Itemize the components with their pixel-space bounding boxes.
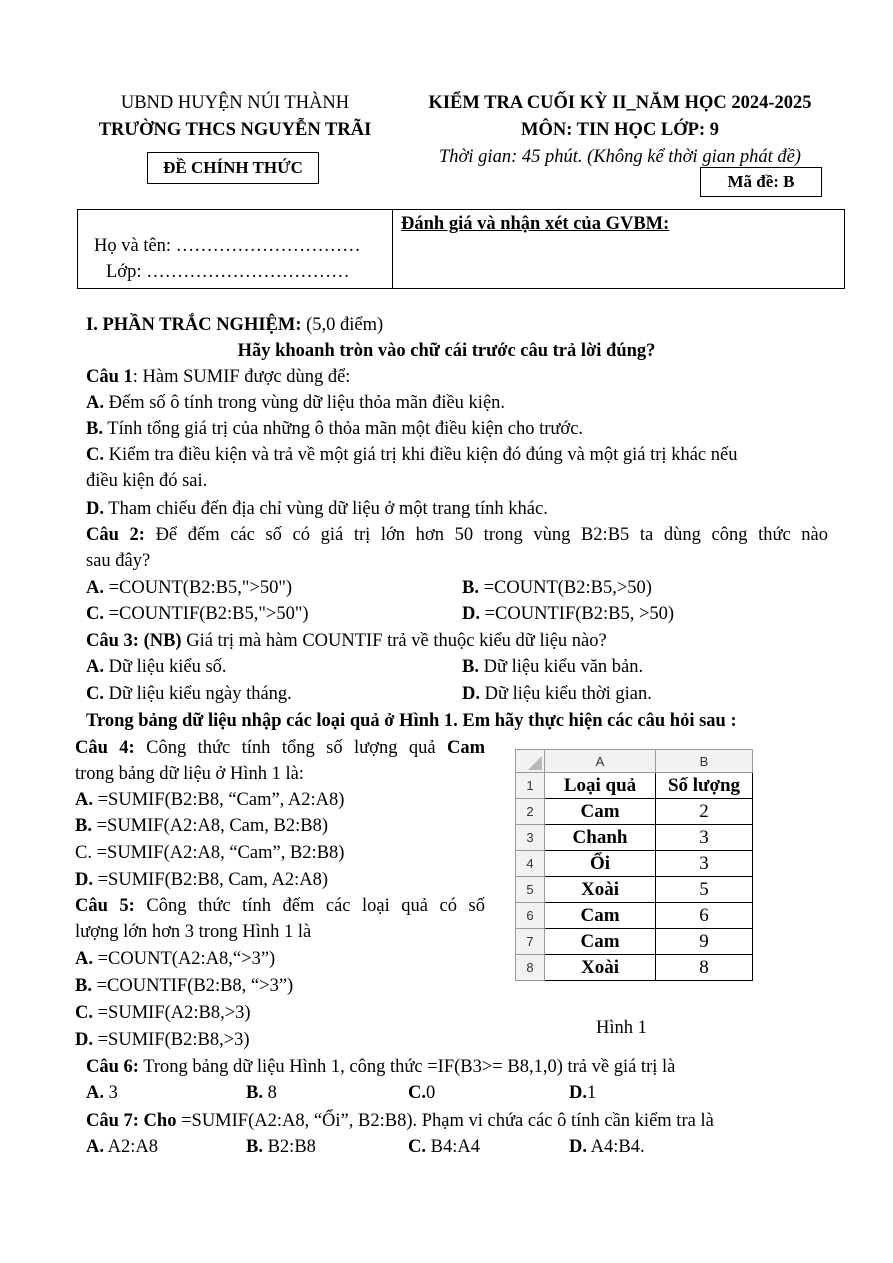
q1-label: Câu 1 [86,367,133,387]
teacher-eval-cell [393,210,844,288]
cell-a7: Cam [545,929,656,955]
q7-option-d[interactable]: D. A4:B4. [569,1137,645,1157]
row-number: 4 [516,851,545,877]
cell-a2: Cam [545,799,656,825]
q1-option-c-cont: điều kiện đó sai. [86,471,208,491]
cell-a3: Chanh [545,825,656,851]
q4-option-b[interactable]: B. =SUMIF(A2:A8, Cam, B2:B8) [75,816,329,836]
q2-c-text: =COUNTIF(B2:B5,">50") [108,604,309,624]
q3-tag: (NB) [143,631,182,651]
select-all-corner [516,750,545,773]
table-row [516,799,753,825]
school-name: TRƯỜNG THCS NGUYỄN TRÃI [98,120,372,140]
column-header-a: A [545,750,656,773]
corner-triangle-icon [528,756,542,770]
q4-text-bold: Cam [446,738,485,758]
table-row [516,773,753,799]
cell-b3: 3 [656,825,753,851]
row-number: 6 [516,903,545,929]
q4-c-text: =SUMIF(A2:A8, “Cam”, B2:B8) [96,843,345,863]
q1-d-text: Tham chiếu đến địa chỉ vùng dữ liệu ở một trang tính khác. [108,499,548,519]
column-header-row [516,750,753,773]
q7-label: Câu 7: Cho [86,1111,177,1131]
q3-d-text: Dữ liệu kiểu thời gian. [484,684,652,704]
q6-a-text: 3 [108,1083,118,1103]
table-row [516,929,753,955]
row-number: 5 [516,877,545,903]
q4-text-cont: trong bảng dữ liệu ở Hình 1 là: [75,764,304,784]
section-heading: I. PHẦN TRẮC NGHIỆM: [86,315,302,335]
q1-option-d[interactable]: D. Tham chiếu đến địa chỉ vùng dữ liệu ở một trang tính khác. [86,499,548,519]
q2-b-text: =COUNT(B2:B5,>50) [483,578,652,598]
row-number: 7 [516,929,545,955]
q2-option-d[interactable]: D. =COUNTIF(B2:B5, >50) [462,604,675,624]
cell-b1: Số lượng [656,773,753,799]
exam-title: KIỂM TRA CUỐI KỲ II_NĂM HỌC 2024-2025 [428,93,812,113]
q5-b-text: =COUNTIF(B2:B8, “>3”) [96,976,294,996]
q3-b-text: Dữ liệu kiểu văn bản. [483,657,644,677]
q4-b-text: =SUMIF(A2:A8, Cam, B2:B8) [96,816,329,836]
table-row [516,877,753,903]
q6-text: Trong bảng dữ liệu Hình 1, công thức =IF(B3>= B8,1,0) trả về giá trị là [143,1057,676,1077]
figure-caption: Hình 1 [596,1018,647,1038]
q6-b-text: 8 [267,1083,277,1103]
teacher-eval-label: Đánh giá và nhận xét của GVBM: [401,214,670,234]
q6-d-text: 1 [587,1083,597,1103]
q5-text-cont: lượng lớn hơn 3 trong Hình 1 là [75,922,312,942]
q3-text: Giá trị mà hàm COUNTIF trả về thuộc kiểu dữ liệu nào? [186,631,607,651]
cell-b7: 9 [656,929,753,955]
q1-b-text: Tính tổng giá trị của những ô thỏa mãn một điều kiện cho trước. [107,419,584,439]
question-1 [86,364,350,390]
q7-option-a[interactable]: A. A2:A8 [86,1137,158,1157]
question-6 [86,1054,675,1080]
q5-option-b[interactable]: B. =COUNTIF(B2:B8, “>3”) [75,976,294,996]
official-exam-box: ĐỀ CHÍNH THỨC [147,152,319,184]
q5-option-a[interactable]: A. =COUNT(A2:A8,“>3”) [75,949,276,969]
cell-a4: Ổi [545,851,656,877]
q6-label: Câu 6: [86,1057,139,1077]
q1-a-text: Đếm số ô tính trong vùng dữ liệu thỏa mãn điều kiện. [108,393,506,413]
q5-option-d[interactable]: D. =SUMIF(B2:B8,>3) [75,1030,250,1050]
row-number: 3 [516,825,545,851]
q7-text: =SUMIF(A2:A8, “Ổi”, B2:B8). Phạm vi chứa các ô tính cần kiểm tra là [181,1111,714,1131]
question-3 [86,628,607,654]
cell-a6: Cam [545,903,656,929]
question-4 [75,735,485,761]
student-name-field[interactable]: Họ và tên: ………………………… [94,236,361,256]
q3-option-a[interactable]: A. Dữ liệu kiểu số. [86,657,227,677]
q2-option-a[interactable]: A. =COUNT(B2:B5,">50") [86,578,293,598]
q7-d-text: A4:B4. [590,1137,645,1157]
q4-option-d[interactable]: D. =SUMIF(B2:B8, Cam, A2:A8) [75,870,329,890]
q5-d-text: =SUMIF(B2:B8,>3) [97,1030,250,1050]
q1-option-c[interactable]: C. Kiểm tra điều kiện và trả về một giá trị khi điều kiện đó đúng và một giá trị khác nếu [86,445,738,465]
q4-option-a[interactable]: A. =SUMIF(B2:B8, “Cam”, A2:A8) [75,790,345,810]
q4-d-text: =SUMIF(B2:B8, Cam, A2:A8) [97,870,329,890]
instruction: Hãy khoanh tròn vào chữ cái trước câu trả lời đúng? [237,341,656,361]
question-2 [86,522,828,548]
cell-a1: Loại quả [545,773,656,799]
q7-a-text: A2:A8 [107,1137,158,1157]
q2-option-b[interactable]: B. =COUNT(B2:B5,>50) [462,578,652,598]
q5-a-text: =COUNT(A2:A8,“>3”) [97,949,276,969]
q1-option-b[interactable]: B. Tính tổng giá trị của những ô thỏa mãn một điều kiện cho trước. [86,419,584,439]
cell-b4: 3 [656,851,753,877]
table-row [516,851,753,877]
school-header [80,90,390,144]
question-5 [75,893,485,919]
q2-d-text: =COUNTIF(B2:B5, >50) [484,604,675,624]
q3-a-text: Dữ liệu kiểu số. [108,657,227,677]
district-name: UBND HUYỆN NÚI THÀNH [120,93,350,113]
subject-line: MÔN: TIN HỌC LỚP: 9 [520,120,720,140]
q6-option-b[interactable]: B. 8 [246,1083,277,1103]
student-info-cell [78,210,393,288]
cell-b8: 8 [656,955,753,981]
q1-text: : Hàm SUMIF được dùng để: [132,367,351,387]
q7-option-c[interactable]: C. B4:A4 [408,1137,480,1157]
q4-a-text: =SUMIF(B2:B8, “Cam”, A2:A8) [97,790,345,810]
q7-b-text: B2:B8 [267,1137,316,1157]
column-header-b: B [656,750,753,773]
fruit-spreadsheet [515,749,753,981]
student-class-field[interactable]: Lớp: …………………………… [106,262,350,282]
q7-c-text: B4:A4 [430,1137,480,1157]
q1-option-a[interactable]: A. Đếm số ô tính trong vùng dữ liệu thỏa mãn điều kiện. [86,393,506,413]
row-number: 2 [516,799,545,825]
q5-text: Công thức tính đếm các loại quả có số [146,896,485,916]
table-intro: Trong bảng dữ liệu nhập các loại quả ở Hình 1. Em hãy thực hiện các câu hỏi sau : [86,711,737,731]
q4-text: Công thức tính tổng số lượng quả [146,738,436,758]
q2-text: Để đếm các số có giá trị lớn hơn 50 trong vùng B2:B5 ta dùng công thức nào [155,525,829,545]
q5-label: Câu 5: [75,896,135,916]
cell-b6: 6 [656,903,753,929]
section-points: (5,0 điểm) [306,315,384,335]
q2-a-text: =COUNT(B2:B5,">50") [108,578,293,598]
cell-b5: 5 [656,877,753,903]
cell-b2: 2 [656,799,753,825]
cell-a5: Xoài [545,877,656,903]
q4-label: Câu 4: [75,738,135,758]
exam-header [400,90,840,171]
q1-c-text: Kiểm tra điều kiện và trả về một giá trị khi điều kiện đó đúng và một giá trị khác nếu [108,445,738,465]
q6-option-c[interactable]: C.0 [408,1083,436,1103]
exam-code-box: Mã đề: B [700,167,822,197]
q5-option-c[interactable]: C. =SUMIF(A2:B8,>3) [75,1003,251,1023]
table-row [516,955,753,981]
question-7 [86,1108,714,1134]
q2-label: Câu 2: [86,525,145,545]
q2-option-c[interactable]: C. =COUNTIF(B2:B5,">50") [86,604,309,624]
time-line: Thời gian: 45 phút. (Không kể thời gian phát đề) [439,147,801,167]
q3-label: Câu 3: [86,631,139,651]
q4-option-c[interactable]: C. =SUMIF(A2:A8, “Cam”, B2:B8) [75,843,345,863]
row-number: 8 [516,955,545,981]
q2-text-cont: sau đây? [86,551,151,571]
q6-option-d[interactable]: D.1 [569,1083,597,1103]
section-title [86,312,383,338]
row-number: 1 [516,773,545,799]
q6-option-a[interactable]: A. 3 [86,1083,118,1103]
cell-a8: Xoài [545,955,656,981]
table-row [516,903,753,929]
table-row [516,825,753,851]
q3-option-b[interactable]: B. Dữ liệu kiểu văn bản. [462,657,644,677]
q3-option-c[interactable]: C. Dữ liệu kiểu ngày tháng. [86,684,292,704]
q6-c-text: 0 [426,1083,436,1103]
q5-c-text: =SUMIF(A2:B8,>3) [97,1003,251,1023]
student-info-table [77,209,845,289]
q7-option-b[interactable]: B. B2:B8 [246,1137,316,1157]
q3-c-text: Dữ liệu kiểu ngày tháng. [108,684,292,704]
q3-option-d[interactable]: D. Dữ liệu kiểu thời gian. [462,684,652,704]
